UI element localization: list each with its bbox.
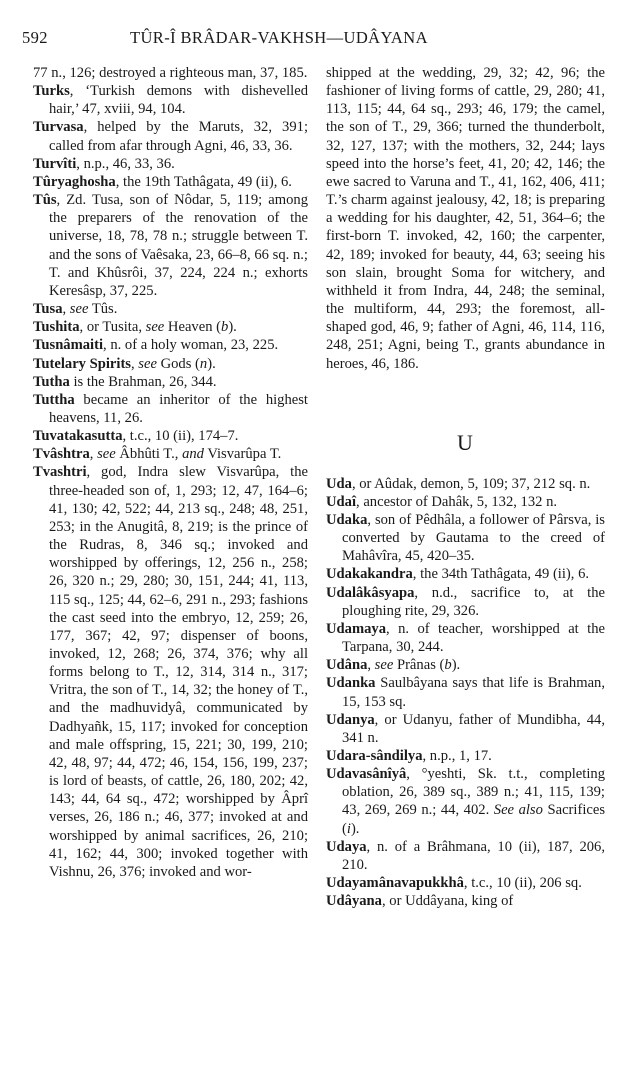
index-entry-continuation bbox=[326, 64, 605, 373]
index-entry bbox=[326, 584, 605, 620]
entry-headword: Udaya bbox=[326, 838, 367, 855]
entry-italic-text: See also bbox=[493, 802, 543, 819]
entry-headword: Uda bbox=[326, 475, 352, 492]
entry-headword: Udanya bbox=[326, 711, 375, 728]
index-entry bbox=[326, 874, 605, 892]
entry-italic-text: and bbox=[182, 446, 204, 463]
entry-italic-text: see bbox=[145, 319, 165, 336]
entry-text: , helped by the Maruts, 32, 391; called from afar through Agni, 46, 33, 36. bbox=[49, 119, 308, 154]
entry-headword: Tvashtri bbox=[33, 464, 87, 481]
index-entry bbox=[33, 318, 308, 336]
entry-text: , son of Pêdhâla, a follower of Pârsva, is converted by Gautama to the creed of Mahâvîra, 45, 420–35. bbox=[342, 511, 605, 565]
right-column-continuation bbox=[326, 64, 605, 373]
entry-text: is the Brahman, 26, 344. bbox=[69, 373, 217, 390]
entry-text: , Zd. Tusa, son of Nôdar, 5, 119; among the preparers of the renovation of the universe, 18, 78, 78 n.; struggle between T. and the sons of Vaêsaka, 23, 66–8, 66 sq. n.; T. and Khûsrôi, 37, 224, 224 n.; exhorts Keresâsp, 37, 225. bbox=[49, 192, 308, 299]
entry-text: , bbox=[367, 657, 375, 674]
index-entry bbox=[326, 511, 605, 565]
entry-text: , n.d., sacrifice to, at the ploughing rite, 29, 326. bbox=[342, 584, 605, 619]
entry-text: , n.p., 1, 17. bbox=[422, 748, 492, 764]
index-entry bbox=[326, 620, 605, 656]
index-entry bbox=[33, 82, 308, 118]
entry-headword: Udalâkâsyapa bbox=[326, 584, 415, 601]
entry-headword: Tûs bbox=[33, 192, 57, 209]
entry-italic-text: see bbox=[374, 657, 394, 674]
page-number: 592 bbox=[22, 28, 48, 47]
entry-text: ). bbox=[207, 355, 216, 372]
entry-text: became an inheritor of the highest heavens, 11, 26. bbox=[49, 391, 308, 426]
index-entry bbox=[33, 445, 308, 463]
entry-text: , n. of a holy woman, 23, 225. bbox=[103, 337, 279, 354]
entry-italic-text: see bbox=[97, 446, 116, 463]
entry-headword: Udâna bbox=[326, 657, 368, 674]
entry-headword: Udavasânîyâ bbox=[326, 766, 407, 783]
index-entry bbox=[33, 300, 308, 318]
entry-headword: Udaka bbox=[326, 511, 368, 528]
entry-text: , n. of a Brâhmana, 10 (ii), 187, 206, 210. bbox=[342, 838, 605, 873]
entry-text: ). bbox=[228, 319, 237, 336]
entry-headword: Turks bbox=[33, 83, 70, 100]
entry-headword: Tutelary Spirits bbox=[33, 355, 131, 372]
entry-headword: Tuttha bbox=[33, 391, 75, 408]
index-entry bbox=[326, 711, 605, 747]
entry-italic-text: see bbox=[138, 355, 157, 372]
entry-headword: Tusnâmaiti bbox=[33, 337, 104, 354]
entry-text: Saulbâyana says that life is Brahman, 15, 153 sq. bbox=[342, 675, 605, 710]
entry-headword: Turvîti bbox=[33, 155, 77, 172]
entry-headword: Udaî bbox=[326, 493, 357, 510]
entry-text: , god, Indra slew Visvarûpa, the three-headed son of, 1, 293; 12, 47, 164–6; 41, 130; 42, 522; 44, 213 sq., 248; 48, 251, 253; in the Anugitâ, 8, 219; is the prince of the Rudras, 8, 346 sq.; invoked and worshipped by offerings, 12, 256 n., 258; 26, 320 n.; 29, 280; 30, 151, 244; 41, 113, 115 sq., 125; 44, 62–6, 291 n., 293; fashions the cast seed into the embryo, 12, 259; 26, 177, 367; 42, 97; dispenser of boons, invoked, 12, 268; 26, 374, 376; why all forms belong to T., 12, 314, 314 n., 317; Vritra, the son of T., 14, 32; the honey of T., and the madhuvidyâ, communicated by Dadhyañk, 15, 117; invoked for conception and male offspring, 15, 221; 30, 199, 210; 42, 48, 97; 44, 472; 46, 154, 156, 199, 237; is lord of beasts, of cattle, 26, 180, 202; 42, 143; 44, 64 sq., 472; worshipped by Âprî verses, 26, 186 n.; 46, 377; invoked at and worshipped by animal sacrifices, 26, 210; 41, 162; 44, 300; invoked together with Vishnu, 26, 376; invoked and wor- bbox=[49, 464, 308, 880]
entry-text: , t.c., 10 (ii), 206 sq. bbox=[463, 875, 582, 892]
entry-headword: Turvasa bbox=[33, 119, 84, 136]
entry-headword: Tutha bbox=[33, 373, 70, 390]
entry-text: , ancestor of Dahâk, 5, 132, 132 n. bbox=[356, 493, 558, 510]
running-head: TÛR-Î BRÂDAR-VAKHSH—UDÂYANA bbox=[130, 28, 428, 47]
index-entry bbox=[326, 838, 605, 874]
entry-headword: Tusa bbox=[33, 301, 63, 318]
index-entry bbox=[33, 391, 308, 427]
section-letter: U bbox=[457, 429, 474, 455]
entry-text: shipped at the wedding, 29, 32; 42, 96; the fashioner of living forms of cattle, 29, 280; 41, 113, 115; 44, 64 sq., 293; 46, 179; the camel, the son of T., 29, 366; turned the thunderbolt, 32, 127, 137; with the mothers, 32, 244; lays speed into the horse’s feet, 41, 20; 42, 146; the ewe sacred to Varuna and T., 41, 162, 406, 411; T.’s charm against jealousy, 42, 18; is preparing a wedding for his daughter, 42, 51, 364–6; the first-born T. invoked, 42, 160; the carpenter, 42, 189; invoked for beauty, 44, 63; seeing his son slain, brought Soma for witchery, and withheld it from Indra, 44, 248; the seminal, the multiform, 44, 293; the foremost, all-shaped god, 46, 9; father of Agni, 46, 114, 116, 248, 251; Agni, being T., grants abundance in heroes, 46, 186. bbox=[326, 65, 605, 372]
entry-headword: Udamaya bbox=[326, 620, 386, 637]
entry-text: , or Udanyu, father of Mundibha, 44, 341 n. bbox=[342, 711, 605, 746]
index-entry bbox=[33, 191, 308, 300]
entry-text: , or Tusita, bbox=[79, 319, 146, 336]
entry-text: Visvarûpa T. bbox=[203, 446, 282, 463]
index-entry bbox=[33, 463, 308, 881]
entry-text: Âbhûti T., bbox=[115, 446, 183, 463]
entry-text: Sacrifices ( bbox=[342, 802, 606, 837]
entry-headword: Tûryaghosha bbox=[33, 173, 116, 190]
index-entry bbox=[33, 155, 308, 173]
entry-italic-text: b bbox=[444, 657, 452, 674]
entry-text: , t.c., 10 (ii), 174–7. bbox=[122, 428, 239, 445]
entry-headword: Tvâshtra bbox=[33, 446, 90, 463]
page-header bbox=[22, 28, 610, 52]
entry-headword: Udanka bbox=[326, 675, 376, 692]
entry-headword: Tushita bbox=[33, 319, 80, 336]
entry-text: 77 n., 126; destroyed a righteous man, 37, 185. bbox=[33, 65, 308, 81]
entry-text: Heaven ( bbox=[164, 319, 222, 336]
right-column-u-entries bbox=[326, 475, 605, 911]
entry-text: , the 19th Tathâgata, 49 (ii), 6. bbox=[115, 173, 292, 190]
index-entry bbox=[326, 475, 605, 493]
entry-text: Tûs. bbox=[88, 301, 118, 318]
entry-text: , bbox=[130, 355, 139, 372]
index-entry bbox=[326, 765, 605, 838]
index-entry bbox=[326, 892, 605, 910]
index-entry bbox=[33, 336, 308, 354]
entry-headword: Tuvatakasutta bbox=[33, 428, 123, 445]
index-entry bbox=[326, 747, 605, 765]
entry-italic-text: i bbox=[346, 820, 351, 837]
entry-text: ). bbox=[350, 820, 360, 837]
index-entry bbox=[33, 427, 308, 445]
entry-headword: Udayamânavapukkhâ bbox=[326, 875, 464, 892]
index-entry bbox=[33, 118, 308, 154]
entry-text: , n. of teacher, worshipped at the Tarpana, 30, 244. bbox=[342, 620, 605, 656]
entry-text: ). bbox=[451, 657, 461, 674]
index-entry bbox=[326, 493, 605, 511]
entry-italic-text: see bbox=[69, 301, 89, 318]
index-entry bbox=[33, 173, 308, 191]
entry-headword: Udara-sândilya bbox=[326, 748, 423, 764]
entry-text: , bbox=[62, 301, 70, 318]
entry-text: , n.p., 46, 33, 36. bbox=[76, 155, 175, 172]
index-entry bbox=[33, 373, 308, 391]
left-column bbox=[33, 64, 308, 881]
entry-italic-text: n bbox=[199, 355, 208, 372]
entry-text: , or Aûdak, demon, 5, 109; 37, 212 sq. n. bbox=[351, 475, 591, 492]
entry-text: Prânas ( bbox=[393, 657, 445, 674]
index-entry-continuation bbox=[33, 64, 308, 82]
entry-text: Gods ( bbox=[156, 355, 200, 372]
entry-text: , or Uddâyana, king of bbox=[381, 893, 514, 910]
entry-text: , °yeshti, Sk. t.t., completing oblation, 26, 389 sq., 389 n.; 41, 115, 139; 43, 269, 269 n.; 44, 402. bbox=[342, 766, 605, 819]
index-entry bbox=[326, 565, 605, 583]
entry-headword: Udakakandra bbox=[326, 566, 413, 583]
entry-text: , ‘Turkish demons with dishevelled hair,’ 47, xviii, 94, 104. bbox=[49, 83, 308, 118]
right-column bbox=[326, 64, 605, 910]
index-entry bbox=[326, 656, 605, 674]
entry-text: , bbox=[89, 446, 98, 463]
index-entry bbox=[326, 674, 605, 710]
entry-headword: Udâyana bbox=[326, 893, 382, 910]
index-entry bbox=[33, 355, 308, 373]
entry-text: , the 34th Tathâgata, 49 (ii), 6. bbox=[412, 566, 590, 583]
entry-italic-text: b bbox=[221, 319, 229, 336]
